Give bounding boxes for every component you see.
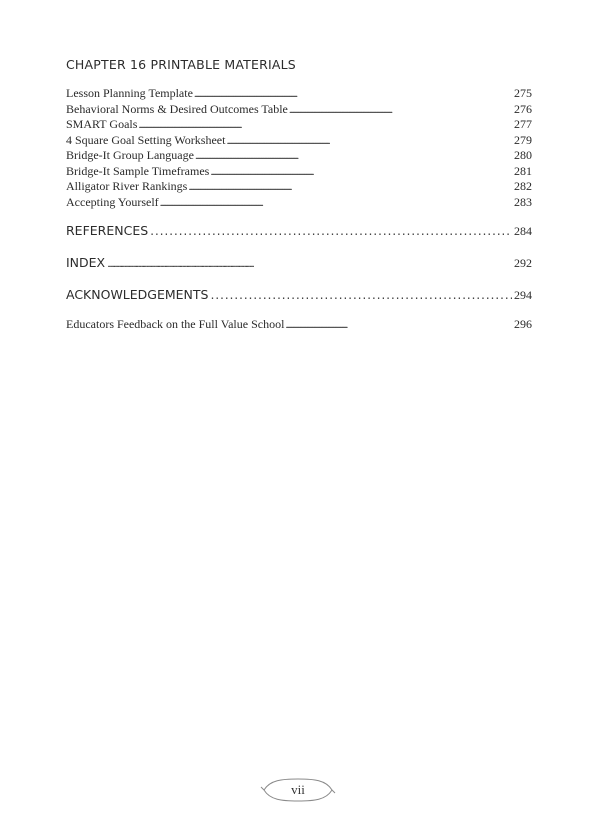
dot-leader [285,317,513,332]
entry-page: 276 [514,101,532,116]
dot-leader [226,133,513,150]
entry-page: 283 [514,194,532,209]
dot-leader [188,179,513,196]
toc-entry[interactable] [66,86,532,102]
dot-leader [138,117,513,134]
dot-leader [210,164,513,181]
section-page: 284 [514,224,532,238]
toc-entry[interactable] [66,102,532,118]
chapter-heading: CHAPTER 16 PRINTABLE MATERIALS [66,57,296,72]
entry-title: Bridge-It Group Language [66,148,194,162]
entry-title: Alligator River Rankings [66,179,188,193]
toc-entry[interactable] [66,195,532,211]
entry-title: Accepting Yourself [66,194,159,209]
toc-entry[interactable] [66,179,532,195]
section-page: 294 [514,288,532,302]
dot-leader [195,148,513,165]
entry-title: Bridge-It Sample Timeframes [66,163,210,178]
page-number: vii [291,782,305,797]
section-title: ACKNOWLEDGEMENTS [66,287,209,302]
entry-title: 4 Square Goal Setting Worksheet [66,132,226,147]
dot-leader [107,255,512,270]
dot-leader [289,102,513,119]
entry-page: 275 [514,86,532,100]
toc-section-index[interactable] [66,255,532,271]
entry-page: 280 [514,148,532,162]
dot-leader [150,223,512,238]
dot-leader [160,195,513,212]
section-page: 292 [514,256,532,270]
toc-entry[interactable] [66,164,532,180]
toc-section-acknowledgements[interactable] [66,287,532,303]
toc-section-references[interactable] [66,223,532,239]
entry-title: Behavioral Norms & Desired Outcomes Table [66,101,288,116]
page-number-badge [260,776,336,804]
toc-entry[interactable] [66,133,532,149]
entry-title: Lesson Planning Template [66,86,193,100]
toc-entry[interactable] [66,148,532,164]
section-title: REFERENCES [66,223,149,238]
entry-page: 282 [514,179,532,193]
entry-page: 281 [514,163,532,178]
entry-page: 296 [514,317,532,331]
toc-entry[interactable] [66,117,532,133]
entry-page: 277 [514,117,532,131]
chapter-entry-list [66,86,532,210]
section-title: INDEX [66,255,106,270]
dot-leader [210,287,512,302]
entry-title: SMART Goals [66,117,138,131]
entry-page: 279 [514,132,532,147]
dot-leader [194,86,513,103]
entry-title: Educators Feedback on the Full Value School [66,317,285,331]
toc-entry-feedback[interactable] [66,317,532,332]
